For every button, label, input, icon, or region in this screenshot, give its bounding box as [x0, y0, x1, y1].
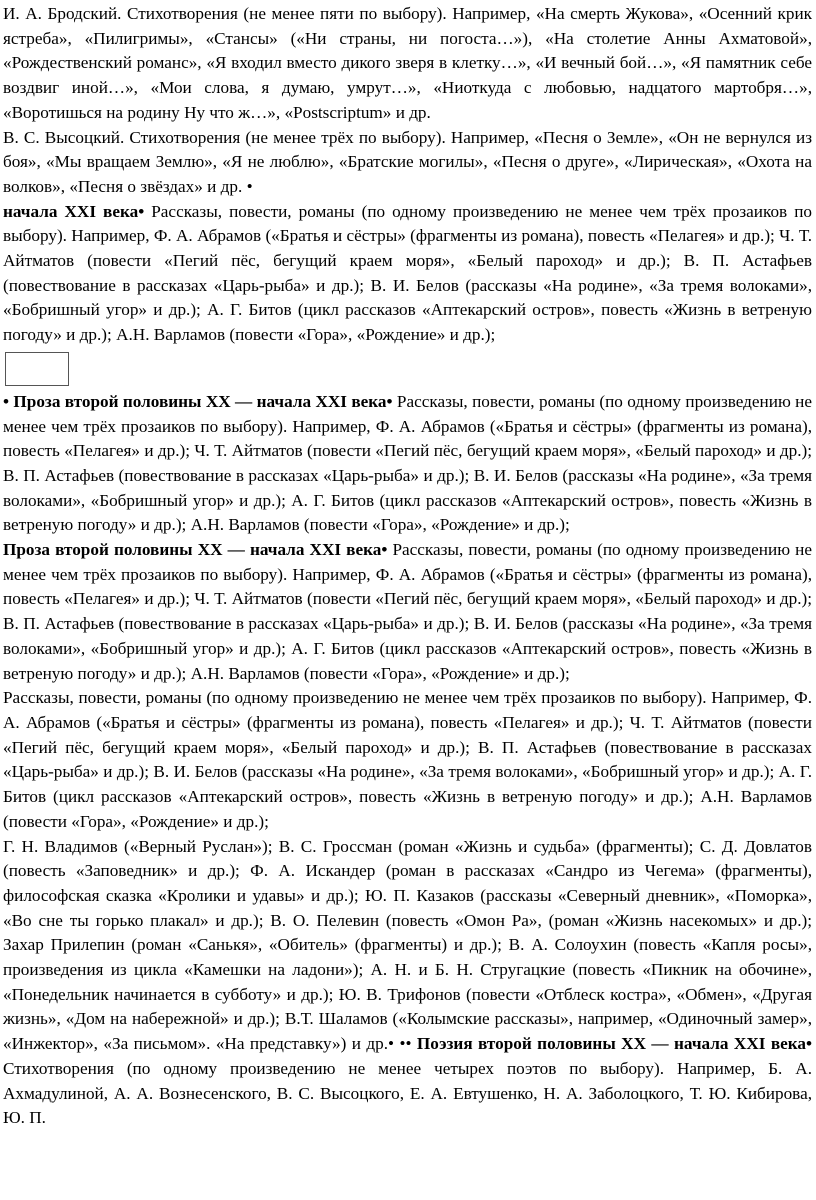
paragraph-authors-poetry [3, 835, 812, 1131]
paragraph-prose-third [3, 538, 812, 686]
poetry-section-text: Стихотворения (по одному произведению не менее четырех поэтов по выбору). Например, Б. А. Ахмадулиной, А. А. Вознесенского, В. С. Высоцкого, Е. А. Евтушенко, Н. А. Заболоцкого, Т. Ю. Кибирова, Ю. П. [3, 1058, 812, 1128]
section-text: Рассказы, повести, романы (по одному произведению не менее чем трёх прозаиков по выбору). Например, Ф. А. Абрамов («Братья и сёстры» (фрагменты из романа), повесть «Пелагея» и др.); Ч. Т. Айтматов (повести «Пегий пёс, бегущий краем моря», «Белый пароход» и др.); В. П. Астафьев (повествование в рассказах «Царь-рыба» и др.); В. И. Белов (рассказы «На родине», «За тремя волоками», «Бобришный угор» и др.); А. Г. Битов (цикл рассказов «Аптекарский остров», повесть «Жизнь в ветреную погоду» и др.); А.Н. Варламов (повести «Гора», «Рождение» и др.); [3, 540, 812, 683]
paragraph-prose-second [3, 390, 812, 538]
paragraph-brodsky: И. А. Бродский. Стихотворения (не менее пяти по выбору). Например, «На смерть Жукова», «Осенний крик ястреба», «Пилигримы», «Стансы» («Ни страны, ни погоста…»), «На столетие Анны Ахматовой», «Рождественский романс», «Я входил вместо дикого зверя в клетку…», «И вечный бой…», «Я памятник себе воздвиг иной…», «Мои слова, я думаю, умрут…», «Ниоткуда с любовью, надцатого мартобря…», «Воротишься на родину Ну что ж…», «Postscriptum» и др. [3, 4, 812, 122]
section-text: Рассказы, повести, романы (по одному произведению не менее чем трёх прозаиков по выбору). Например, Ф. А. Абрамов («Братья и сёстры» (фрагменты из романа), повесть «Пелагея» и др.); Ч. Т. Айтматов (повести «Пегий пёс, бегущий краем моря», «Белый пароход» и др.); В. П. Астафьев (повествование в рассказах «Царь-рыба» и др.); В. И. Белов (рассказы «На родине», «За тремя волоками», «Бобришный угор» и др.); А. Г. Битов (цикл рассказов «Аптекарский остров», повесть «Жизнь в ветреную погоду» и др.); А.Н. Варламов (повести «Гора», «Рождение» и др.); [3, 391, 812, 535]
paragraph-prose-intro [3, 200, 812, 348]
section-text: Рассказы, повести, романы (по одному произведению не менее чем трёх прозаиков по выбору). Например, Ф. А. Абрамов («Братья и сёстры» (фрагменты из романа), повесть «Пелагея» и др.); Ч. Т. Айтматов (повести «Пегий пёс, бегущий краем моря», «Белый пароход» и др.); В. П. Астафьев (повествование в рассказах «Царь-рыба» и др.); В. И. Белов (рассказы «На родине», «За тремя волоками», «Бобришный угор» и др.); А. Г. Битов (цикл рассказов «Аптекарский остров», повесть «Жизнь в ветреную погоду» и др.); А.Н. Варламов (повести «Гора», «Рождение» и др.); [3, 201, 812, 345]
poetry-section-heading: Поэзия второй половины XX — начала XXI века• [416, 1034, 813, 1054]
section-heading: Проза второй половины XX — начала XXI века• [3, 540, 388, 560]
paragraph-vysotsky: В. С. Высоцкий. Стихотворения (не менее трёх по выбору). Например, «Песня о Земле», «Он не вернулся из боя», «Мы вращаем Землю», «Я не люблю», «Братские могилы», «Песня о друге», «Лирическая», «Охота на волков», «Песня о звёздах» и др. • [3, 127, 812, 196]
paragraph-prose-list: Рассказы, повести, романы (по одному произведению не менее чем трёх прозаиков по выбору). Например, Ф. А. Абрамов («Братья и сёстры» (фрагменты из романа), повесть «Пелагея» и др.); Ч. Т. Айтматов (повести «Пегий пёс, бегущий краем моря», «Белый пароход» и др.); В. П. Астафьев (повествование в рассказах «Царь-рыба» и др.); В. И. Белов (рассказы «На родине», «За тремя волоками», «Бобришный угор» и др.); А. Г. Битов (цикл рассказов «Аптекарский остров», повесть «Жизнь в ветреную погоду» и др.); А.Н. Варламов (повести «Гора», «Рождение» и др.); [3, 688, 812, 831]
empty-frame-box [5, 352, 69, 386]
section-heading: начала XXI века• [3, 201, 145, 221]
section-heading: • Проза второй половины XX — начала XXI века• [3, 391, 393, 411]
authors-list-text: Г. Н. Владимов («Верный Руслан»); В. С. Гроссман (роман «Жизнь и судьба» (фрагменты); С. Д. Довлатов (повесть «Заповедник» и др.); Ф. А. Искандер (роман в рассказах «Сандро из Чегема» (фрагменты), философская сказка «Кролики и удавы» и др.); Ю. П. Казаков (рассказы «Северный дневник», «Поморка», «Во сне ты горько плакал» и др.); В. О. Пелевин (повесть «Омон Ра», (роман «Жизнь насекомых» и др.); Захар Прилепин (роман «Санькя», «Обитель» (фрагменты) и др.); В. А. Солоухин (повесть «Капля росы», произведения из цикла «Камешки на ладони»); А. Н. и Б. Н. Стругацкие (повесть «Пикник на обочине», «Понедельник начинается в субботу» и др.); Ю. В. Трифонов (повести «Отблеск костра», «Обмен», «Другая жизнь», «Дом на набережной» и др.); В.Т. Шаламов («Колымские рассказы», например, «Одиночный замер», «Инжектор», «За письмом». «На представку») и др.• •• [3, 836, 812, 1054]
